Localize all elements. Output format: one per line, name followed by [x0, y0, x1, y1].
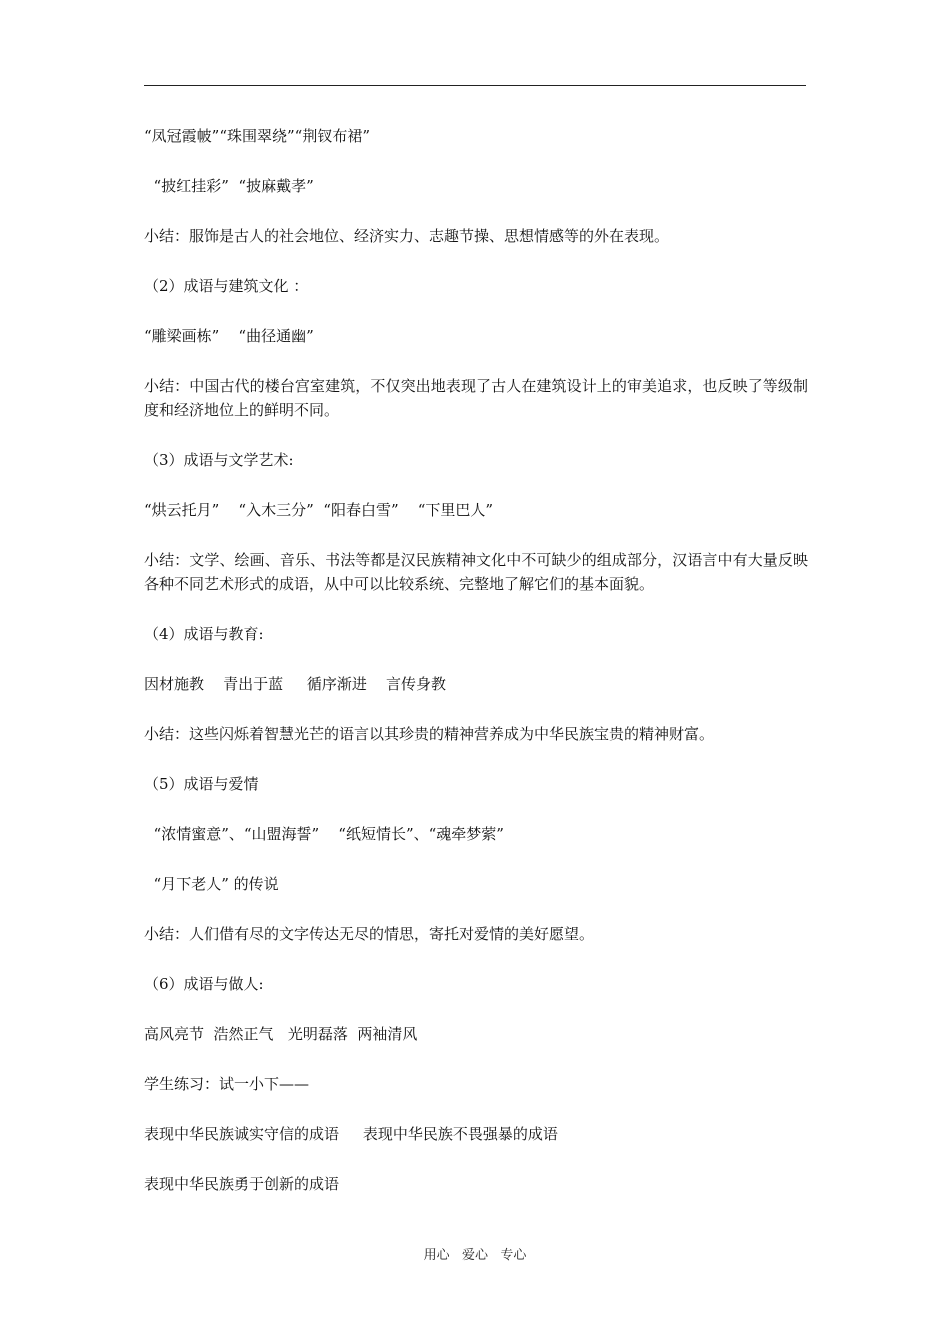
idiom-list-love: “浓情蜜意”、“山盟海誓” “纸短情长”、“魂牵梦萦” [144, 825, 504, 843]
exercise-prompts-1: 表现中华民族诚实守信的成语 表现中华民族不畏强暴的成语 [144, 1125, 558, 1143]
summary-literature-art: 小结：文学、绘画、音乐、书法等都是汉民族精神文化中不可缺少的组成部分，汉语言中有大量反映各种不同艺术形式的成语，从中可以比较系统、完整地了解它们的基本面貌。 [144, 551, 808, 593]
summary-education: 小结：这些闪烁着智慧光芒的语言以其珍贵的精神营养成为中华民族宝贵的精神财富。 [144, 725, 715, 743]
header-rule [144, 85, 806, 86]
page-footer: 用心 爱心 专心 [423, 1248, 527, 1263]
exercise-prompts-2: 表现中华民族勇于创新的成语 [144, 1175, 340, 1193]
section-heading-literature-art: （3）成语与文学艺术: [144, 451, 294, 469]
idiom-list-clothing-2: “披红挂彩” “披麻戴孝” [144, 177, 314, 195]
section-heading-architecture: （2）成语与建筑文化 ： [144, 277, 309, 295]
student-exercise-heading: 学生练习：试一小下—— [144, 1075, 310, 1093]
section-heading-conduct: （6）成语与做人: [144, 975, 264, 993]
idiom-list-architecture: “雕梁画栋” “曲径通幽” [144, 327, 314, 345]
idiom-list-conduct: 高风亮节 浩然正气 光明磊落 两袖清风 [144, 1025, 418, 1043]
idiom-list-education: 因材施教 青出于蓝 循序渐进 言传身教 [144, 675, 446, 693]
section-heading-love: （5）成语与爱情 [144, 775, 259, 793]
summary-clothing: 小结：服饰是古人的社会地位、经济实力、志趣节操、思想情感等的外在表现。 [144, 227, 670, 245]
idiom-list-literature-art: “烘云托月” “入木三分” “阳春白雪” “下里巴人” [144, 501, 494, 519]
summary-architecture: 小结：中国古代的楼台宫室建筑，不仅突出地表现了古人在建筑设计上的审美追求，也反映了等级制度和经济地位上的鲜明不同。 [144, 377, 808, 419]
idiom-list-clothing: “凤冠霞帔”“珠围翠绕”“荆钗布裙” [144, 127, 371, 145]
summary-love: 小结：人们借有尽的文字传达无尽的情思，寄托对爱情的美好愿望。 [144, 925, 595, 943]
section-heading-education: （4）成语与教育: [144, 625, 264, 643]
idiom-legend-love: “月下老人” 的传说 [144, 875, 279, 893]
